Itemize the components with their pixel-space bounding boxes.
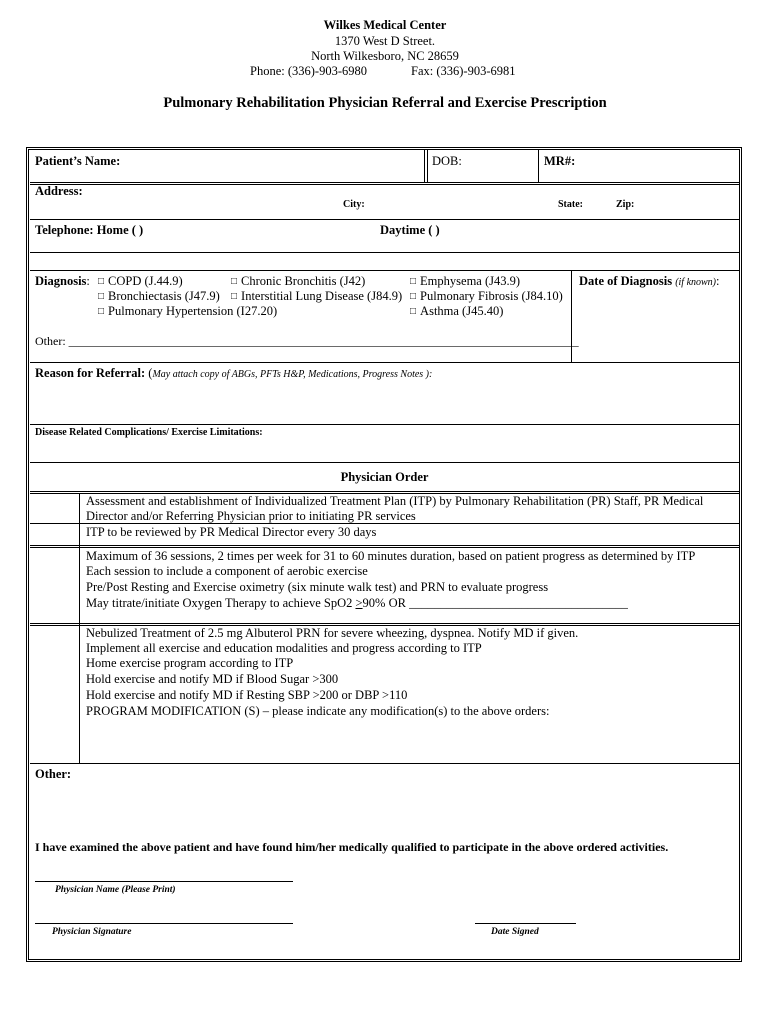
phone-number: Phone: (336)-903-6980	[250, 64, 367, 78]
divider	[30, 462, 739, 463]
order-item: PROGRAM MODIFICATION (S) – please indicate any modification(s) to the above orders:	[86, 704, 550, 718]
divider	[30, 219, 739, 220]
attestation-text: I have examined the above patient and have found him/her medically qualified to participate in the above ordered activities.	[35, 840, 669, 854]
diagnosis-option-chronic-bronchitis[interactable]: □ Chronic Bronchitis (J42)	[231, 274, 365, 289]
telephone-daytime-label: Daytime ( )	[380, 223, 440, 237]
divider	[30, 623, 739, 624]
order-item: Nebulized Treatment of 2.5 mg Albuterol PRN for severe wheezing, dyspnea. Notify MD if given.	[86, 626, 579, 640]
zip-label: Zip:	[616, 199, 635, 210]
order-item: Implement all exercise and education modalities and progress according to ITP	[86, 641, 482, 655]
order-item: ITP to be reviewed by PR Medical Director every 30 days	[86, 525, 377, 539]
date-of-diagnosis-colon: :	[716, 274, 720, 288]
divider	[79, 493, 80, 763]
order-checkbox-2[interactable]	[30, 523, 79, 545]
org-name: Wilkes Medical Center	[323, 18, 447, 32]
divider	[571, 270, 572, 362]
date-of-diagnosis-label: Date of Diagnosis	[579, 274, 673, 288]
diagnosis-option-emphysema[interactable]: □ Emphysema (J43.9)	[410, 274, 520, 289]
oxygen-suffix: 90% OR ___________________________________	[362, 596, 628, 610]
diagnosis-label: Diagnosis	[35, 274, 87, 288]
physician-name-line[interactable]	[35, 881, 293, 882]
oxygen-ge: >	[355, 596, 363, 610]
diagnosis-colon: :	[86, 274, 90, 288]
order-item: Hold exercise and notify MD if Blood Sugar >300	[86, 672, 339, 686]
city-address: North Wilkesboro, NC 28659	[311, 49, 459, 63]
diagnosis-option-pulmonary-fibrosis[interactable]: □ Pulmonary Fibrosis (J84.10)	[410, 289, 563, 304]
physician-name-label: Physician Name (Please Print)	[55, 885, 176, 895]
divider	[30, 182, 739, 183]
order-item: Assessment and establishment of Individualized Treatment Plan (ITP) by Pulmonary Rehabilitation (PR) Staff, PR Medical	[86, 494, 704, 508]
divider	[30, 252, 739, 253]
date-of-diagnosis-field[interactable]	[579, 274, 720, 289]
address-label: Address:	[35, 184, 83, 198]
divider	[30, 547, 739, 548]
other-label: Other:	[35, 767, 72, 781]
order-item: Home exercise program according to ITP	[86, 656, 294, 670]
divider	[424, 150, 425, 183]
date-of-diagnosis-note: (if known)	[675, 277, 717, 288]
divider	[30, 523, 739, 524]
order-item: Pre/Post Resting and Exercise oximetry (six minute walk test) and PRN to evaluate progress	[86, 580, 549, 594]
divider	[30, 545, 739, 546]
order-checkbox-3[interactable]	[30, 547, 79, 623]
divider	[538, 150, 539, 183]
diagnosis-option-bronchiectasis[interactable]: □ Bronchiectasis (J47.9)	[98, 289, 220, 304]
dob-label: DOB:	[432, 154, 462, 168]
divider	[427, 150, 428, 183]
diagnosis-option-copd[interactable]: □ COPD (J.44.9)	[98, 274, 183, 289]
oxygen-prefix: May titrate/initiate Oxygen Therapy to achieve SpO2	[86, 596, 356, 610]
physician-signature-line[interactable]	[35, 923, 293, 924]
physician-signature-label: Physician Signature	[52, 927, 132, 937]
telephone-home-label: Telephone: Home ( )	[35, 223, 144, 237]
divider	[30, 270, 739, 271]
order-item: Hold exercise and notify MD if Resting SBP >200 or DBP >110	[86, 688, 408, 702]
order-item: Director and/or Referring Physician prior to initiating PR services	[86, 509, 416, 523]
reason-for-referral-paren: (	[148, 366, 153, 380]
divider	[30, 362, 739, 363]
form-title: Pulmonary Rehabilitation Physician Referral and Exercise Prescription	[163, 95, 607, 111]
diagnosis-option-asthma[interactable]: □ Asthma (J45.40)	[410, 304, 503, 319]
diagnosis-other-line: _____________________________________________________________________________________	[68, 334, 579, 348]
divider	[30, 491, 739, 492]
order-item: Each session to include a component of aerobic exercise	[86, 564, 368, 578]
divider	[30, 763, 739, 764]
reason-for-referral-note: May attach copy of ABGs, PFTs H&P, Medications, Progress Notes ):	[152, 369, 433, 380]
state-label: State:	[558, 199, 583, 210]
diagnosis-other-label: Other:	[35, 334, 69, 348]
date-signed-label: Date Signed	[491, 927, 539, 937]
order-item: Maximum of 36 sessions, 2 times per week for 31 to 60 minutes duration, based on patient progress as determined by ITP	[86, 549, 696, 563]
city-label: City:	[343, 199, 365, 210]
divider	[30, 184, 739, 185]
order-item-oxygen[interactable]	[86, 596, 628, 611]
mr-label: MR#:	[544, 154, 576, 168]
divider	[30, 424, 739, 425]
order-checkbox-1[interactable]	[30, 493, 79, 522]
fax-number: Fax: (336)-903-6981	[411, 64, 516, 78]
diagnosis-label-wrap	[35, 274, 90, 289]
date-signed-line[interactable]	[475, 923, 576, 924]
diagnosis-option-pulmonary-hypertension[interactable]: □ Pulmonary Hypertension (I27.20)	[98, 304, 277, 319]
order-checkbox-4[interactable]	[30, 625, 79, 763]
physician-order-title: Physician Order	[340, 470, 429, 484]
reason-for-referral-label: Reason for Referral:	[35, 366, 146, 380]
complications-label: Disease Related Complications/ Exercise Limitations:	[35, 427, 263, 438]
reason-for-referral-field[interactable]	[35, 366, 432, 381]
patient-name-label: Patient’s Name:	[35, 154, 121, 168]
street-address: 1370 West D Street.	[334, 34, 436, 48]
diagnosis-other-field[interactable]	[35, 334, 579, 349]
diagnosis-option-interstitial-lung-disease[interactable]: □ Interstitial Lung Disease (J84.9)	[231, 289, 402, 304]
